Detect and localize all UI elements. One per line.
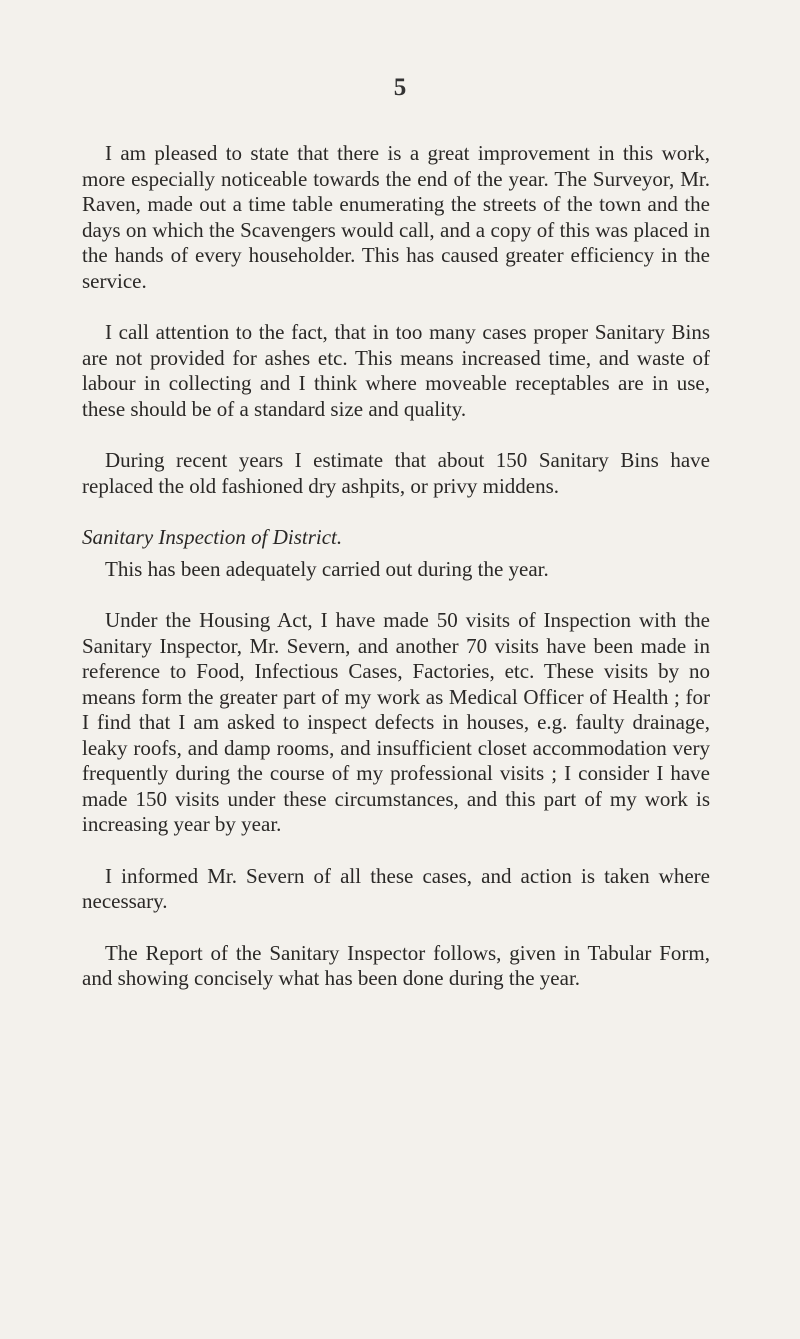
page-number: 5: [393, 74, 407, 101]
paragraph-informed-severn: I informed Mr. Severn of all these cases, and action is taken where necessary.: [82, 863, 710, 913]
section-heading-sanitary-inspection: Sanitary Inspection of District.: [82, 525, 343, 549]
paragraph-sanitary-bins: I call attention to the fact, that in too many cases proper Sanitary Bins are not provided for ashes etc. This means increased time, and waste of labour in collecting and I think where moveable receptables are in use, these should be of a standard size and quality.: [82, 320, 710, 421]
paragraph-housing-act-visits: Under the Housing Act, I have made 50 visits of Inspection with the Sanitary Inspector, Mr. Severn, and another 70 visits have been made in reference to Food, Infectious Cases, Factories, etc. These visits by no means form the greater part of my work as Medical Officer of Health ; for I find that I am asked to inspect defects in houses, e.g. faulty drainage, leaky roofs, and damp rooms, and insufficient closet accommodation very frequently during the course of my professional visits ; I consider I have made 150 visits under these circumstances, and this part of my work is increasing year by year.: [82, 608, 710, 836]
paragraph-ashpits: During recent years I estimate that about 150 Sanitary Bins have replaced the old fashioned dry ashpits, or privy middens.: [82, 448, 710, 498]
paragraph-inspection-carried-out: This has been adequately carried out during the year.: [105, 556, 549, 581]
body-text: [82, 141, 710, 992]
paragraph-scavenging-improvement: I am pleased to state that there is a great improvement in this work, more especially noticeable towards the end of the year. The Surveyor, Mr. Raven, made out a time table enumerating the streets of the town and the days on which the Scavengers would call, and a copy of this was placed in the hands of every householder. This has caused greater efficiency in the service.: [82, 141, 710, 293]
paragraph-report-follows: The Report of the Sanitary Inspector follows, given in Tabular Form, and showing concisely what has been done during the year.: [82, 940, 710, 990]
